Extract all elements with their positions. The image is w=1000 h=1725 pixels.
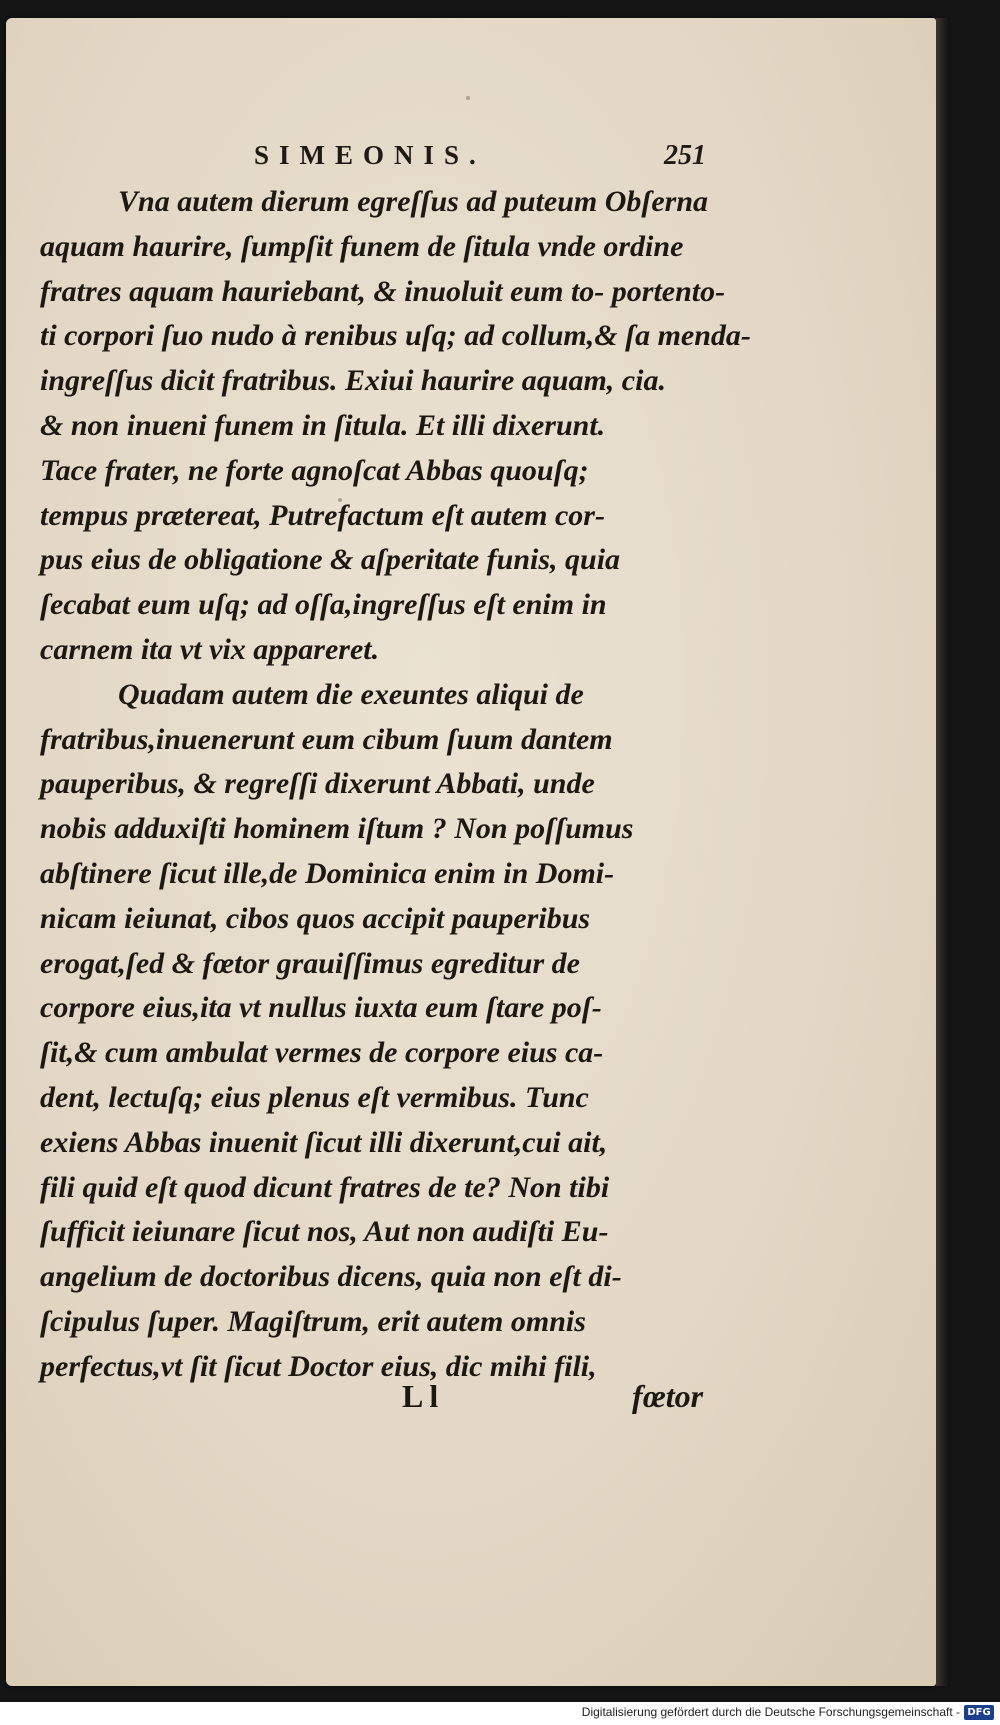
text-line: dent, lectuſq; eius plenus eſt vermibus. Tunc xyxy=(40,1080,589,1114)
text-line: pauperibus, & regreſſi dixerunt Abbati, unde xyxy=(40,767,595,801)
text-line: erogat,ſed & fœtor grauiſſimus egreditur de xyxy=(40,946,580,980)
footer-credit: Digitalisierung gefördert durch die Deutsche Forschungsgemeinschaft - xyxy=(581,1705,960,1719)
text-line: & non inueni funem in ſitula. Et illi dixerunt. xyxy=(40,408,606,442)
text-line: ti corpori ſuo nudo à renibus uſq; ad collum,& ſa menda- xyxy=(40,319,751,353)
text-line: exiens Abbas inuenit ſicut illi dixerunt,cui ait, xyxy=(40,1125,608,1159)
catchword: fœtor xyxy=(632,1378,704,1414)
paper-speck xyxy=(466,96,470,100)
text-line: fratres aquam hauriebant, & inuoluit eum to- portento- xyxy=(40,274,726,308)
dfg-logo-icon: DFG xyxy=(964,1705,994,1720)
text-line: nobis adduxiſti hominem iſtum ? Non poſſumus xyxy=(40,812,634,846)
text-line: tempus prætereat, Putrefactum eſt autem cor- xyxy=(40,498,605,532)
text-line: Vna autem dierum egreſſus ad puteum Obſerna xyxy=(118,185,709,218)
text-line: angelium de doctoribus dicens, quia non eſt di- xyxy=(40,1260,622,1294)
page-edge-shadow xyxy=(936,18,950,1686)
text-line: ſit,& cum ambulat vermes de corpore eius ca- xyxy=(40,1036,604,1070)
text-line: ſcipulus ſuper. Magiſtrum, erit autem omnis xyxy=(40,1304,586,1338)
signature-mark: Ll xyxy=(402,1378,445,1414)
text-line: Quadam autem die exeuntes aliqui de xyxy=(118,677,584,711)
text-line: abſtinere ſicut ille,de Dominica enim in Domi- xyxy=(40,856,615,890)
text-line: aquam haurire, ſumpſit funem de ſitula vnde ordine xyxy=(40,229,684,263)
digitization-footer xyxy=(0,1702,1000,1725)
text-line: carnem ita vt vix appareret. xyxy=(40,632,380,666)
text-line: pus eius de obligatione & aſperitate funis, quia xyxy=(40,543,621,577)
text-line: Tace frater, ne forte agnoſcat Abbas quouſq; xyxy=(40,453,589,487)
catch-line xyxy=(6,1378,936,1428)
page-number: 251 xyxy=(664,140,706,171)
text-line: nicam ieiunat, cibos quos accipit pauperibus xyxy=(40,901,591,935)
running-head xyxy=(6,140,936,180)
text-line: corpore eius,ita vt nullus iuxta eum ſtare poſ- xyxy=(40,991,602,1025)
book-page xyxy=(6,18,936,1686)
text-line: ingreſſus dicit fratribus. Exiui haurire aquam, cia. xyxy=(40,364,666,398)
text-line: fratribus,inuenerunt eum cibum ſuum dantem xyxy=(40,722,613,756)
text-line: ſecabat eum uſq; ad oſſa,ingreſſus eſt enim in xyxy=(40,588,607,622)
text-line: perfectus,vt ſit ſicut Doctor eius, dic mihi fili, xyxy=(40,1349,597,1383)
running-head-title: SIMEONIS. xyxy=(254,140,486,170)
text-line: fili quid eſt quod dicunt fratres de te? Non tibi xyxy=(40,1170,610,1204)
text-line: ſufficit ieiunare ſicut nos, Aut non audiſti Eu- xyxy=(40,1215,609,1249)
body-text xyxy=(40,180,751,1390)
